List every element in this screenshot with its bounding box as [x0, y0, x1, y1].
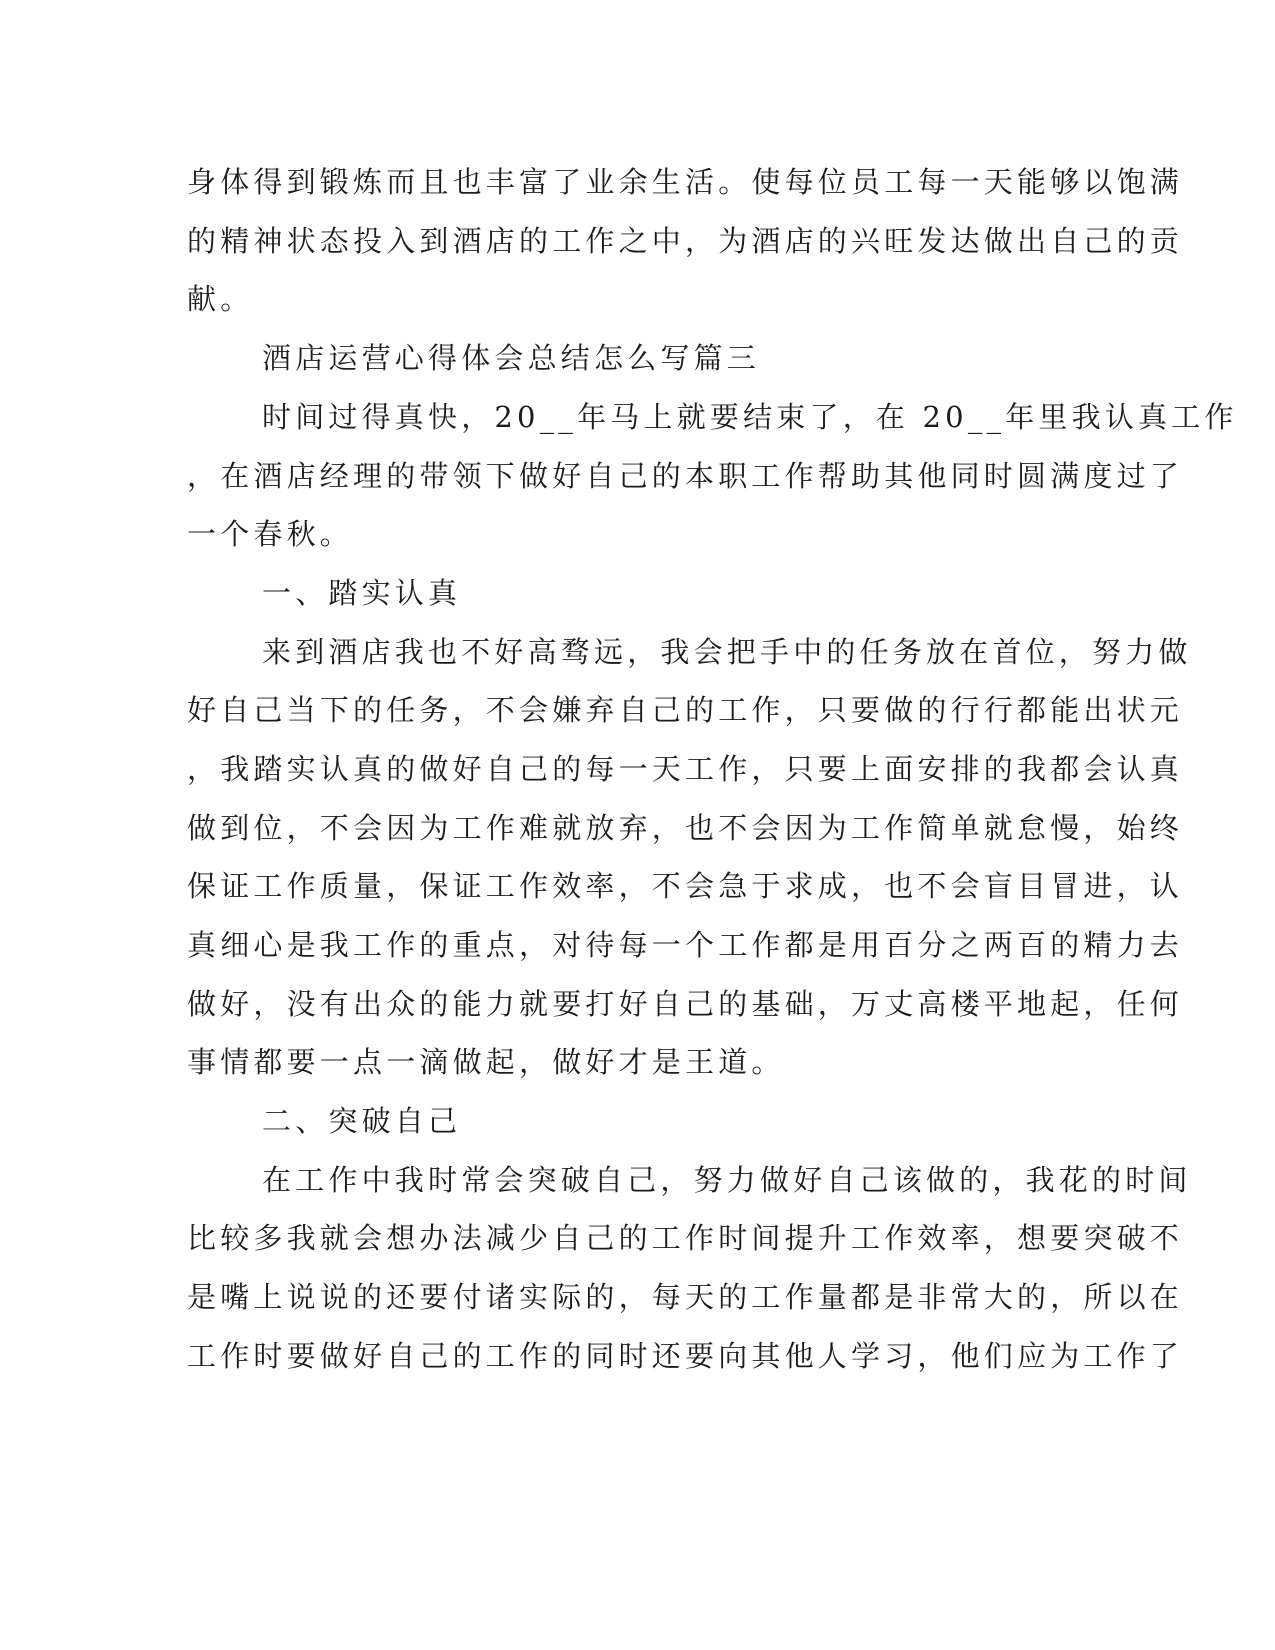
body-text-line: 一个春秋。	[187, 517, 354, 551]
subheading: 二、突破自己	[262, 1104, 462, 1138]
subheading: 一、踏实认真	[262, 576, 462, 610]
body-text-line: 比较多我就会想办法减少自己的工作时间提升工作效率，想要突破不	[187, 1221, 1184, 1255]
body-text-line: 事情都要一点一滴做起，做好才是王道。	[187, 1045, 785, 1079]
section-heading: 酒店运营心得体会总结怎么写篇三	[262, 341, 761, 375]
body-text-line: 是嘴上说说的还要付诸实际的，每天的工作量都是非常大的，所以在	[187, 1280, 1184, 1314]
body-text-line: 的精神状态投入到酒店的工作之中，为酒店的兴旺发达做出自己的贡	[187, 224, 1184, 258]
body-text-line: 真细心是我工作的重点，对待每一个工作都是用百分之两百的精力去	[187, 928, 1184, 962]
body-text-line: 身体得到锻炼而且也丰富了业余生活。使每位员工每一天能够以饱满	[187, 165, 1184, 199]
body-text-line: 保证工作质量，保证工作效率，不会急于求成，也不会盲目冒进，认	[187, 869, 1184, 903]
body-text-line: ，我踏实认真的做好自己的每一天工作，只要上面安排的我都会认真	[187, 752, 1184, 786]
body-text-line: 好自己当下的任务，不会嫌弃自己的工作，只要做的行行都能出状元	[187, 693, 1184, 727]
body-text-line: ，在酒店经理的带领下做好自己的本职工作帮助其他同时圆满度过了	[187, 459, 1184, 493]
body-text-line: 工作时要做好自己的工作的同时还要向其他人学习，他们应为工作了	[187, 1339, 1184, 1373]
paragraph-start: 时间过得真快，20__年马上就要结束了，在 20__年里我认真工作	[262, 400, 1238, 434]
body-text-line: 做到位，不会因为工作难就放弃，也不会因为工作简单就怠慢，始终	[187, 811, 1184, 845]
body-text-line: 献。	[187, 282, 254, 316]
paragraph-start: 来到酒店我也不好高骛远，我会把手中的任务放在首位，努力做	[262, 635, 1192, 669]
paragraph-start: 在工作中我时常会突破自己，努力做好自己该做的，我花的时间	[262, 1163, 1192, 1197]
body-text-line: 做好，没有出众的能力就要打好自己的基础，万丈高楼平地起，任何	[187, 987, 1184, 1021]
